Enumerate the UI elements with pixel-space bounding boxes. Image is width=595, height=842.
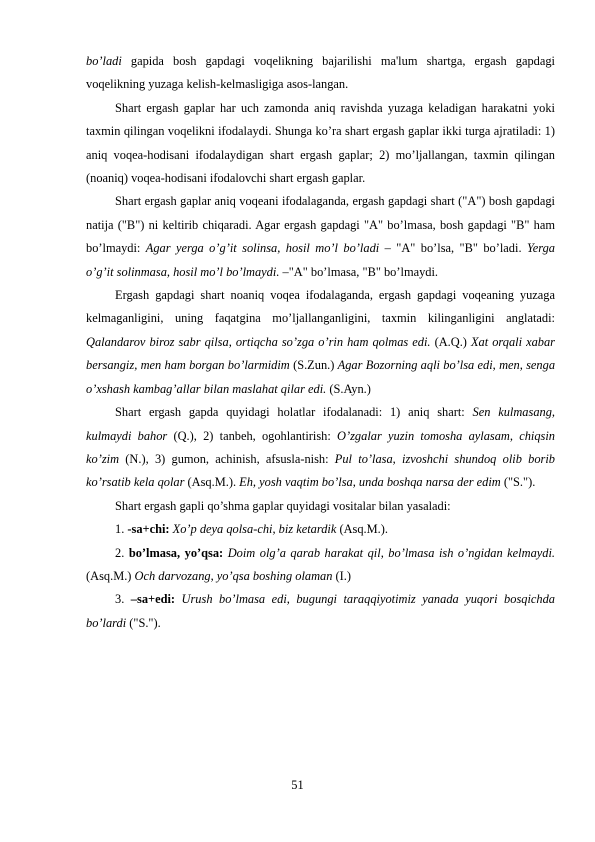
source-ref: (A.Q.) <box>430 334 471 349</box>
example-italic: Och darvozang, yo’qsa boshing olaman <box>134 568 333 583</box>
text: (N.), 3) gumon, achinish, afsusla-nish: <box>119 451 335 466</box>
text: –"A" bo’lmasa, "B" bo’lmaydi. <box>279 264 439 279</box>
example-italic: O’zgalar yuzin tomosha aylasam, chiqsin ko’zim <box>86 428 555 466</box>
list-item-3 <box>86 588 555 635</box>
page-number: 51 <box>291 778 304 792</box>
source-ref: ("S."). <box>126 615 161 630</box>
example-italic: Agar Bozorning aqli bo’lsa edi, men, senga o’xshash kambag’allar bilan maslahat qilar edi. <box>86 358 556 396</box>
source-ref: (I.) <box>332 568 352 583</box>
paragraph-5 <box>86 401 555 495</box>
source-ref: (S.Ayn.) <box>326 381 371 396</box>
paragraph-4 <box>86 284 555 401</box>
paragraph-3 <box>86 190 555 284</box>
example-italic: Urush bo’lmasa edi, bugungi taraqqiyotimiz yanada yuqori bosqichda bo’lardi <box>86 592 555 630</box>
paragraph-2 <box>86 97 555 191</box>
text: Ergash gapdagi shart noaniq voqea ifodalaganda, ergash gapdagi voqeaning yuzaga kelmaganligini, uning faqatgina mo’ljallanganligini, taxmin kilinganligini anglatadi: <box>86 288 555 326</box>
list-number: 2. <box>115 545 129 560</box>
text: Shart ergash gaplar har uch zamonda aniq ravishda yuzaga keladigan harakatni yoki taxmin qilingan voqelikni ifodalaydi. Shunga ko’ra shart ergash gaplar ikki turga ajratiladi: 1) aniq voqea-hodisani ifodalaydigan shart ergash gaplar; 2) mo’ljallangan, taxmin qilingan (noaniq) voqea-hodisani ifodalovchi shart ergash gaplar. <box>86 100 555 186</box>
source-ref: ("S."). <box>500 475 536 490</box>
means-bold: bo’lmasa, yo’qsa: <box>128 545 224 560</box>
list-number: 1. <box>115 522 128 537</box>
source-ref: (Asq.M.). <box>336 522 388 537</box>
page-body <box>86 50 555 635</box>
example-italic: Xo’p deya qolsa-chi, biz ketardik <box>172 522 337 537</box>
example-italic: Agar yerga o’g’it solinsa, hosil mo’l bo’ladi <box>145 241 380 256</box>
paragraph-1 <box>86 50 555 97</box>
text: Shart ergash gaplar aniq voqeani ifodalaganda, ergash gapdagi shart ("A") bosh gapdagi natija ("B") ni keltirib chiqaradi. Agar ergash gapdagi "A" bo’lmasa, bosh gapdagi "B" ham bo’lmaydi: <box>86 194 555 256</box>
example-italic: Yerga o’g’it solinmasa, hosil mo’l bo’lmaydi. <box>86 241 555 279</box>
example-italic: Doim olg’a qarab harakat qil, bo’lmasa ish o’ngidan kelmaydi. <box>227 545 556 560</box>
text: gapida bosh gapdagi voqelikning bajarilishi ma'lum shartga, ergash gapdagi voqelikning yuzaga kelish-kelmasligiga asos-langan. <box>86 54 555 92</box>
example-italic: Eh, yosh vaqtim bo’lsa, unda boshqa narsa der edim <box>239 475 501 490</box>
example-italic: Qalandarov biroz sabr qilsa, ortiqcha so’zga o’rin ham qolmas edi. <box>86 334 431 349</box>
list-item-1 <box>86 518 555 541</box>
text: (Q.), 2) tanbeh, ogohlantirish: <box>167 428 338 443</box>
paragraph-6 <box>86 495 555 518</box>
text: Shart ergash gapli qo’shma gaplar quyidagi vositalar bilan yasaladi: <box>115 498 451 513</box>
text: – "A" bo’lsa, "B" bo’ladi. <box>379 241 527 256</box>
example-italic: Xat orqali xabar bersangiz, men ham borgan bo’larmidim <box>86 334 555 373</box>
italic-text: bo’ladi <box>86 54 122 68</box>
example-italic: Sen kulmasang, kulmaydi bahor <box>86 405 555 443</box>
means-bold: –sa+edi: <box>130 592 176 607</box>
source-ref: (S.Zun.) <box>289 358 338 373</box>
means-bold: -sa+chi: <box>127 522 170 537</box>
example-italic: Pul to’lasa, izvoshchi shundoq olib borib ko’rsatib kela qolar <box>86 451 555 490</box>
source-ref: (Asq.M.) <box>86 568 135 583</box>
text: Shart ergash gapda quyidagi holatlar ifodalanadi: 1) aniq shart: <box>115 405 473 420</box>
source-ref: (Asq.M.). <box>184 475 240 490</box>
list-item-2 <box>86 542 555 589</box>
list-number: 3. <box>115 592 131 607</box>
